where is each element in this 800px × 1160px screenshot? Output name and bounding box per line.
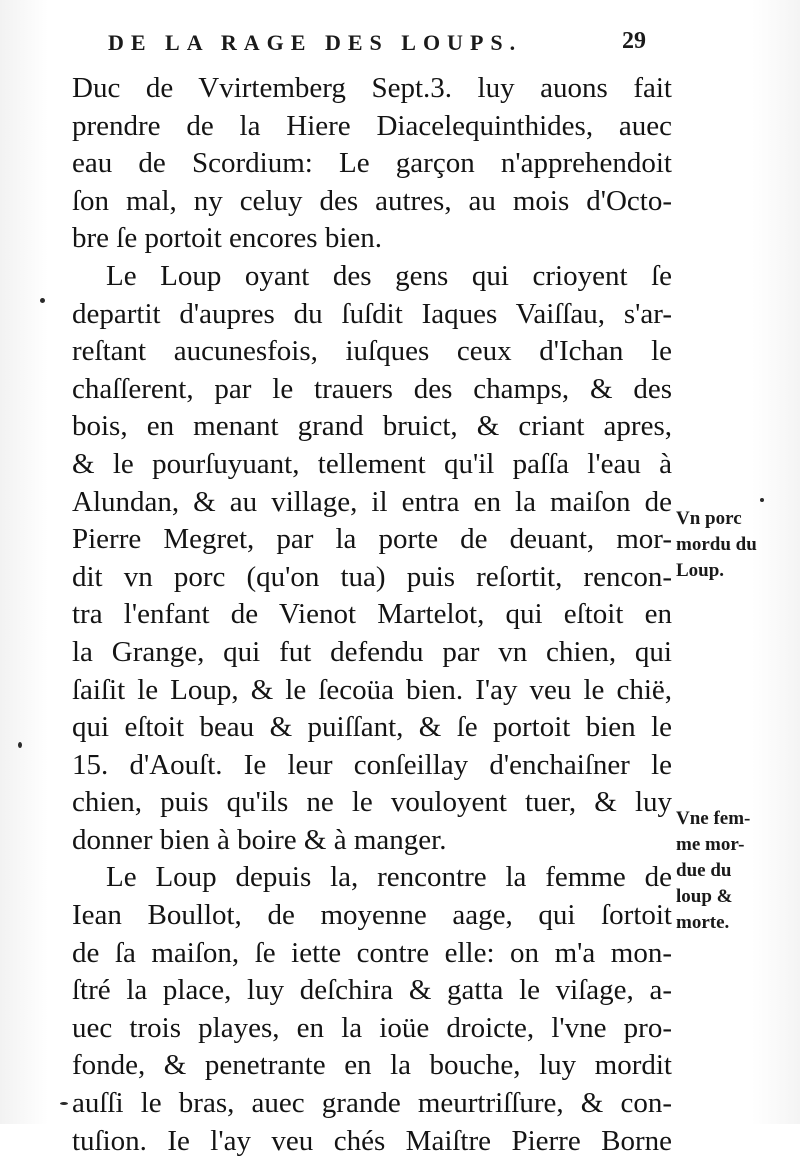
text-line: ſtré la place, luy deſchira & gatta le viſage, a- (72, 974, 672, 1007)
text-line: Alundan, & au village, il entra en la maiſon de (72, 485, 672, 518)
text-line: bre ſe portoit encores bien. (72, 222, 383, 255)
paragraph-start-line: Le Loup depuis la, rencontre la femme de (106, 861, 672, 894)
margin-note-line: mordu du (676, 534, 757, 555)
text-line: qui eſtoit beau & puiſſant, & ſe portoit bien le (72, 711, 672, 744)
text-line: chaſſerent, par le trauers des champs, & des (72, 372, 672, 405)
text-line: la Grange, qui fut defendu par vn chien, qui (72, 635, 672, 668)
ink-speck (760, 498, 764, 502)
text-line: & le pourſuyuant, tellement qu'il paſſa l'eau à (72, 447, 672, 480)
text-line: auſſi le bras, auec grande meurtriſſure, & con- (72, 1087, 672, 1120)
text-line: de ſa maiſon, ſe iette contre elle: on m'a mon- (72, 936, 672, 969)
text-line: chien, puis qu'ils ne le vouloyent tuer, & luy (72, 786, 672, 819)
text-line: ſon mal, ny celuy des autres, au mois d'Octo- (72, 184, 672, 217)
ink-speck (60, 1102, 68, 1105)
text-line: Iean Boullot, de moyenne aage, qui ſortoit (72, 899, 672, 932)
text-line: bois, en menant grand bruict, & criant apres, (72, 410, 672, 443)
paragraph-start-line: Le Loup oyant des gens qui crioyent ſe (106, 259, 672, 292)
text-line: departit d'aupres du ſuſdit Iaques Vaiſſau, s'ar- (72, 297, 672, 330)
margin-note-line: morte. (676, 912, 730, 933)
text-line: dit vn porc (qu'on tua) puis reſortit, rencon- (72, 560, 672, 593)
text-line: eau de Scordium: Le garçon n'apprehendoit (72, 147, 672, 180)
text-line: tra l'enfant de Vienot Martelot, qui eſtoit en (72, 598, 672, 631)
text-line: prendre de la Hiere Diacelequinthides, auec (72, 109, 672, 142)
margin-note-pig-bitten (676, 506, 788, 584)
text-line: Duc de Vvirtemberg Sept.3. luy auons fait (72, 72, 672, 104)
ink-speck (40, 298, 45, 303)
text-line: uec trois playes, en la ioüe droicte, l'vne pro- (72, 1011, 672, 1044)
text-line: Pierre Megret, par la porte de deuant, mor- (72, 523, 672, 556)
margin-note-line: me mor- (676, 834, 745, 855)
margin-note-line: due du (676, 860, 732, 881)
ink-speck (18, 742, 22, 748)
text-line: tuſion. Ie l'ay veu chés Maiſtre Pierre Borne (72, 1124, 672, 1157)
text-line: fonde, & penetrante en la bouche, luy mordit (72, 1049, 672, 1082)
running-head: DE LA RAGE DES LOUPS. (108, 30, 523, 55)
margin-note-woman-bitten (676, 806, 788, 936)
text-line: ſaiſit le Loup, & le ſecoüa bien. I'ay veu le chië, (72, 673, 672, 706)
text-line: donner bien à boire & à manger. (72, 823, 447, 856)
margin-note-line: loup & (676, 886, 733, 907)
page-number: 29 (622, 28, 646, 54)
margin-note-line: Vne fem- (676, 808, 751, 829)
margin-note-line: Vn porc (676, 508, 742, 529)
text-line: 15. d'Aouſt. Ie leur conſeillay d'enchaiſner le (72, 748, 672, 781)
body-text (72, 70, 672, 1160)
text-line: reſtant aucunesfois, iuſques ceux d'Ichan le (72, 335, 672, 368)
margin-note-line: Loup. (676, 560, 725, 581)
